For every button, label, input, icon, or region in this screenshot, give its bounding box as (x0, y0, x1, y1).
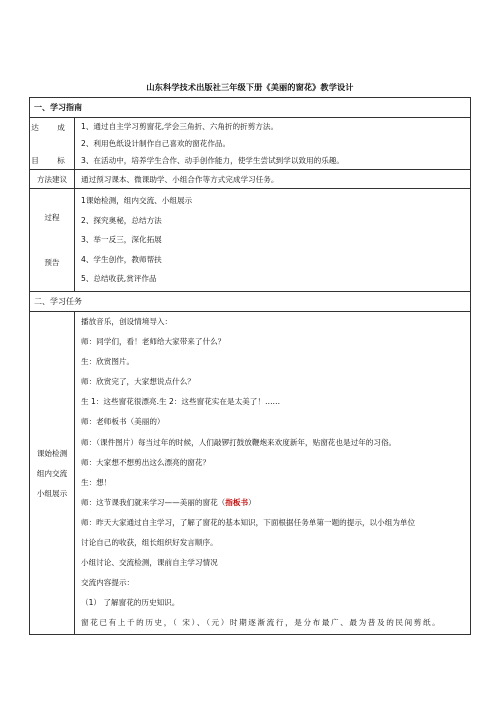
task-line: 小组讨论、交流检测，课前自主学习情况 (81, 558, 218, 568)
task-line: （1） 了解窗花的历史知识。 (81, 598, 180, 608)
goals-content (75, 118, 471, 170)
task-line: 师：老师板书（美丽的） (81, 417, 165, 427)
goals-label-bottom: 目 标 (31, 155, 73, 165)
task-line-with-board-note (81, 493, 470, 513)
process-row (30, 189, 471, 292)
process-content (75, 189, 471, 292)
process-item: 3、举一反三，深化拓展 (81, 235, 162, 245)
task-content (75, 312, 471, 635)
document-title: 山东科学技术出版社三年级下册《美丽的窗花》教学设计 (146, 82, 354, 92)
method-content: 通过预习课本、微课助学、小组合作等方式完成学习任务。 (75, 170, 471, 189)
close-paren: ） (248, 497, 256, 507)
goals-label-top: 达 成 (31, 122, 73, 132)
process-label (30, 189, 75, 292)
goals-row (30, 118, 471, 170)
goal-item: 2、利用色纸设计制作自己喜欢的窗花作品。 (81, 139, 231, 148)
goals-label (30, 118, 75, 170)
section-1-header: 一、学习指南 (30, 98, 471, 118)
method-label: 方法建议 (30, 170, 75, 189)
task-line: 师：大家想不想剪出这么漂亮的窗花？ (81, 457, 211, 467)
task-line: 生：想！ (81, 477, 112, 487)
section-2-header: 二、学习任务 (30, 292, 471, 312)
task-line: 生 1：这些窗花很漂亮.生 2：这些窗花实在是太美了！…… (81, 397, 281, 407)
goal-item: 3、在活动中，培养学生合作、动手创作能力，使学生尝试到学以致用的乐趣。 (81, 156, 345, 165)
task-line: 播放音乐，创设情境导入： (81, 317, 173, 326)
task-line: 生：欣赏图片。 (81, 357, 135, 367)
process-item: 2、探究奥秘，总结方法 (81, 215, 162, 225)
task-line: 窗花已有上千的历史，（ 宋）、（元）时期逐渐流行，是分布最广、最为普及的民间剪纸。 (81, 618, 442, 628)
process-label-top: 过程 (44, 213, 60, 222)
process-label-bottom: 预告 (44, 258, 60, 267)
task-line-text: 师：这节课我们就来学习——美丽的窗花（ (81, 497, 226, 507)
task-label (30, 312, 75, 635)
task-label-line: 课始检测 (36, 448, 68, 458)
task-line: 师：同学们，看！老师给大家带来了什么？ (81, 337, 226, 347)
task-label-line: 组内交流 (36, 468, 68, 478)
task-line: 交流内容提示： (81, 578, 135, 588)
task-line: 讨论自己的收获，组长组织好发言顺序。 (81, 538, 218, 548)
section-header-row (30, 98, 471, 118)
board-note: 指板书 (225, 497, 249, 507)
goal-item: 1、通过自主学习剪窗花,学会三角折、六角折的折剪方法。 (81, 122, 279, 131)
process-item: 4、学生创作，教师帮扶 (81, 254, 162, 264)
process-item: 1课始检测，组内交流、小组展示 (81, 196, 193, 206)
method-row (30, 170, 471, 189)
lesson-plan-table (29, 97, 471, 635)
task-line: 师：昨天大家通过自主学习，了解了窗花的基本知识，下面根据任务单第一题的提示，以小组为单位 (81, 517, 416, 527)
section-header-row (30, 292, 471, 312)
task-row (30, 312, 471, 635)
task-label-line: 小组展示 (36, 488, 68, 498)
process-item: 5、总结收获,赏评作品 (81, 274, 157, 284)
task-line: 师：欣赏完了，大家想说点什么？ (81, 377, 195, 387)
task-line: 师：（课件图片）每当过年的时候，人们敲锣打鼓放鞭炮来欢度新年，贴窗花也是过年的习俗。 (81, 437, 397, 447)
